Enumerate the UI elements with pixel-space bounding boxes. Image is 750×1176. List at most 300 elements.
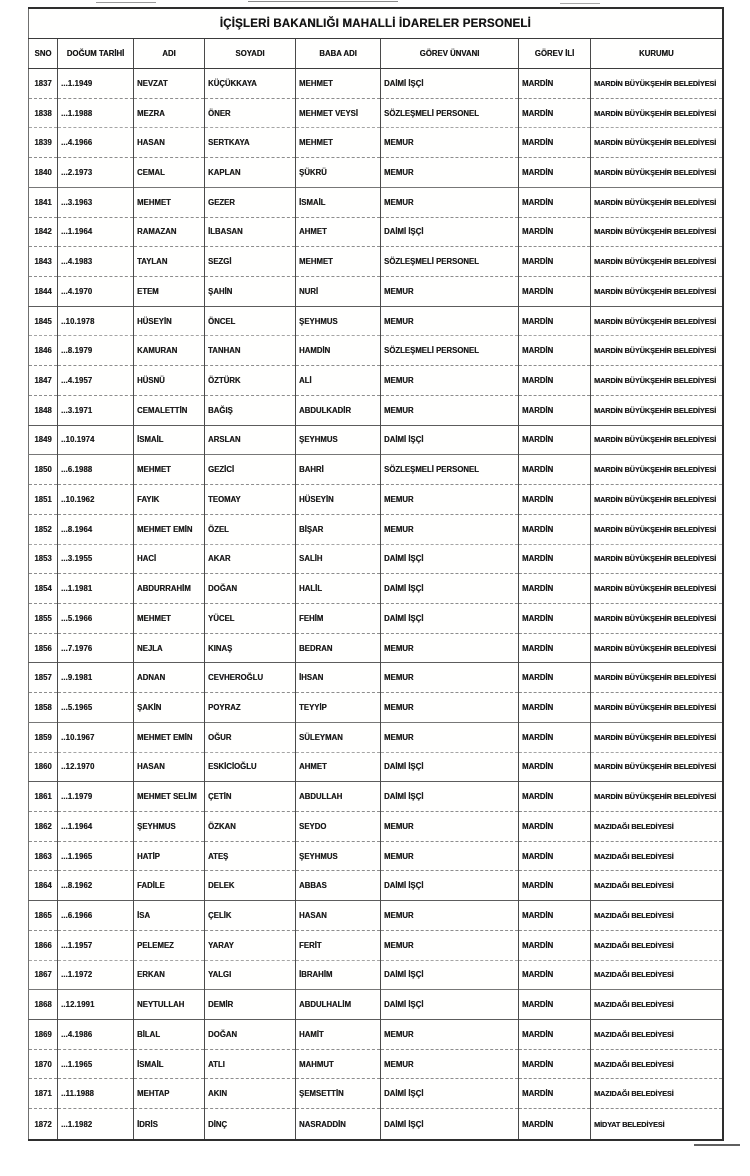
cell: KAPLAN <box>205 158 296 188</box>
scan-artifact <box>560 3 600 4</box>
cell: MEMUR <box>381 485 519 515</box>
cell: MARDİN <box>519 514 591 544</box>
cell: ...4.1957 <box>58 366 134 396</box>
cell: FEHİM <box>296 603 381 633</box>
cell: 1859 <box>34 732 52 742</box>
cell: MARDİN <box>519 277 591 307</box>
cell: MARDİN BÜYÜKŞEHİR BELEDİYESİ <box>591 722 723 752</box>
cell: HÜSEYİN <box>134 306 205 336</box>
cell: MARDİN <box>519 1020 591 1050</box>
cell: ...4.1983 <box>58 247 134 277</box>
cell: MARDİN <box>519 544 591 574</box>
cell: 1843 <box>34 257 52 267</box>
cell: 1869 <box>34 1029 52 1039</box>
cell: ABDULKADİR <box>296 395 381 425</box>
table-row <box>29 633 723 663</box>
table-row <box>29 990 723 1020</box>
cell: 1856 <box>34 643 52 653</box>
table-row <box>29 693 723 723</box>
cell: ...4.1970 <box>58 277 134 307</box>
cell: SEYDO <box>296 811 381 841</box>
cell: MEHMET <box>134 603 205 633</box>
column-header: ADI <box>134 39 205 69</box>
table-row <box>29 930 723 960</box>
cell: ...1.1957 <box>58 930 134 960</box>
cell: 1846 <box>34 346 52 356</box>
cell: 1866 <box>34 940 52 950</box>
cell: MARDİN <box>519 69 591 99</box>
cell: MARDİN BÜYÜKŞEHİR BELEDİYESİ <box>591 425 723 455</box>
cell: 1852 <box>34 524 52 534</box>
column-header: SNO <box>29 39 58 69</box>
cell: CEMAL <box>134 158 205 188</box>
cell: MAZIDAĞI BELEDİYESİ <box>591 871 723 901</box>
table-row <box>29 901 723 931</box>
cell: 1848 <box>34 405 52 415</box>
scan-artifact <box>694 1144 740 1146</box>
cell: MARDİN BÜYÜKŞEHİR BELEDİYESİ <box>591 247 723 277</box>
cell: ÇETİN <box>205 782 296 812</box>
table-row <box>29 69 723 99</box>
table-row <box>29 158 723 188</box>
cell: MARDİN BÜYÜKŞEHİR BELEDİYESİ <box>591 603 723 633</box>
table-row <box>29 782 723 812</box>
table-row <box>29 841 723 871</box>
cell: DAİMİ İŞÇİ <box>381 425 519 455</box>
cell: MARDİN <box>519 1079 591 1109</box>
cell: MAZIDAĞI BELEDİYESİ <box>591 811 723 841</box>
cell: 1860 <box>34 762 52 772</box>
cell: MARDİN BÜYÜKŞEHİR BELEDİYESİ <box>591 782 723 812</box>
cell: ŞAHİN <box>205 277 296 307</box>
cell: BİLAL <box>134 1020 205 1050</box>
column-header: GÖREV İLİ <box>519 39 591 69</box>
cell: SALİH <box>296 544 381 574</box>
cell: ESKİCİOĞLU <box>205 752 296 782</box>
table-row <box>29 811 723 841</box>
cell: MARDİN <box>519 1049 591 1079</box>
cell: ...1.1964 <box>58 217 134 247</box>
cell: MEHMET <box>296 69 381 99</box>
cell: MEHMET <box>296 128 381 158</box>
cell: GEZİCİ <box>205 455 296 485</box>
cell: MAZIDAĞI BELEDİYESİ <box>591 930 723 960</box>
cell: MEHTAP <box>134 1079 205 1109</box>
cell: HACİ <box>134 544 205 574</box>
cell: MEMUR <box>381 811 519 841</box>
cell: FAYIK <box>134 485 205 515</box>
cell: MARDİN <box>519 752 591 782</box>
cell: DELEK <box>205 871 296 901</box>
cell: 1857 <box>34 673 52 683</box>
cell: TANHAN <box>205 336 296 366</box>
cell: CEVHEROĞLU <box>205 663 296 693</box>
table-row <box>29 98 723 128</box>
cell: HASAN <box>296 901 381 931</box>
cell: 1837 <box>34 78 52 88</box>
cell: DAİMİ İŞÇİ <box>381 217 519 247</box>
cell: NURİ <box>296 277 381 307</box>
cell: MARDİN <box>519 633 591 663</box>
column-header: DOĞUM TARİHİ <box>58 39 134 69</box>
column-header: BABA ADI <box>296 39 381 69</box>
cell: ..10.1974 <box>58 425 134 455</box>
table-row <box>29 217 723 247</box>
cell: MEMUR <box>381 901 519 931</box>
cell: MARDİN <box>519 1109 591 1140</box>
cell: 1862 <box>34 821 52 831</box>
cell: YALGI <box>205 960 296 990</box>
cell: ŞEYHMUS <box>296 425 381 455</box>
cell: MARDİN BÜYÜKŞEHİR BELEDİYESİ <box>591 455 723 485</box>
cell: 1839 <box>34 138 52 148</box>
table-row <box>29 871 723 901</box>
cell: HASAN <box>134 752 205 782</box>
cell: AKIN <box>205 1079 296 1109</box>
cell: MEMUR <box>381 366 519 396</box>
cell: ...8.1962 <box>58 871 134 901</box>
cell: NEVZAT <box>134 69 205 99</box>
cell: ..11.1988 <box>58 1079 134 1109</box>
cell: ...4.1966 <box>58 128 134 158</box>
cell: MEMUR <box>381 306 519 336</box>
cell: MARDİN <box>519 811 591 841</box>
cell: OĞUR <box>205 722 296 752</box>
cell: İSMAİL <box>134 1049 205 1079</box>
scan-artifact <box>96 2 156 3</box>
scan-artifact <box>248 1 398 2</box>
cell: MEMUR <box>381 128 519 158</box>
cell: MAZIDAĞI BELEDİYESİ <box>591 1020 723 1050</box>
cell: MEMUR <box>381 514 519 544</box>
cell: MEZRA <box>134 98 205 128</box>
cell: SÖZLEŞMELİ PERSONEL <box>381 455 519 485</box>
cell: DAİMİ İŞÇİ <box>381 603 519 633</box>
cell: 1871 <box>34 1089 52 1099</box>
cell: BEDRAN <box>296 633 381 663</box>
cell: ÖZEL <box>205 514 296 544</box>
cell: MEMUR <box>381 187 519 217</box>
cell: 1847 <box>34 376 52 386</box>
cell: DAİMİ İŞÇİ <box>381 544 519 574</box>
cell: MEMUR <box>381 930 519 960</box>
cell: MEHMET <box>134 455 205 485</box>
cell: BAĞIŞ <box>205 395 296 425</box>
cell: MARDİN <box>519 841 591 871</box>
cell: ADNAN <box>134 663 205 693</box>
cell: ATEŞ <box>205 841 296 871</box>
cell: MEHMET <box>134 187 205 217</box>
cell: HALİL <box>296 574 381 604</box>
cell: ...1.1949 <box>58 69 134 99</box>
cell: MARDİN BÜYÜKŞEHİR BELEDİYESİ <box>591 752 723 782</box>
cell: NASRADDİN <box>296 1109 381 1140</box>
cell: 1850 <box>34 465 52 475</box>
cell: SÖZLEŞMELİ PERSONEL <box>381 336 519 366</box>
cell: ...3.1963 <box>58 187 134 217</box>
table-row <box>29 1109 723 1140</box>
cell: 1867 <box>34 970 52 980</box>
cell: İSA <box>134 901 205 931</box>
cell: 1844 <box>34 286 52 296</box>
cell: DOĞAN <box>205 574 296 604</box>
cell: ...1.1979 <box>58 782 134 812</box>
cell: MEMUR <box>381 722 519 752</box>
cell: YÜCEL <box>205 603 296 633</box>
cell: NEJLA <box>134 633 205 663</box>
table-row <box>29 187 723 217</box>
table-row <box>29 960 723 990</box>
cell: DAİMİ İŞÇİ <box>381 1079 519 1109</box>
cell: ...4.1986 <box>58 1020 134 1050</box>
table-row <box>29 277 723 307</box>
cell: ..10.1962 <box>58 485 134 515</box>
cell: ...1.1965 <box>58 1049 134 1079</box>
cell: 1853 <box>34 554 52 564</box>
cell: MARDİN BÜYÜKŞEHİR BELEDİYESİ <box>591 574 723 604</box>
cell: MAZIDAĞI BELEDİYESİ <box>591 1079 723 1109</box>
table-row <box>29 1079 723 1109</box>
cell: 1870 <box>34 1059 52 1069</box>
cell: ŞÜKRÜ <box>296 158 381 188</box>
cell: İBRAHİM <box>296 960 381 990</box>
cell: MARDİN <box>519 158 591 188</box>
cell: MEHMET VEYSİ <box>296 98 381 128</box>
cell: AHMET <box>296 752 381 782</box>
cell: ..12.1970 <box>58 752 134 782</box>
cell: SÖZLEŞMELİ PERSONEL <box>381 98 519 128</box>
cell: KAMURAN <box>134 336 205 366</box>
table-row <box>29 722 723 752</box>
cell: DAİMİ İŞÇİ <box>381 871 519 901</box>
cell: ŞEMSETTİN <box>296 1079 381 1109</box>
cell: 1854 <box>34 584 52 594</box>
cell: TAYLAN <box>134 247 205 277</box>
cell: DOĞAN <box>205 1020 296 1050</box>
cell: ...5.1966 <box>58 603 134 633</box>
table-body <box>29 69 723 1141</box>
cell: DAİMİ İŞÇİ <box>381 782 519 812</box>
cell: MARDİN BÜYÜKŞEHİR BELEDİYESİ <box>591 663 723 693</box>
cell: 1849 <box>34 435 52 445</box>
cell: HATİP <box>134 841 205 871</box>
cell: DİNÇ <box>205 1109 296 1140</box>
cell: ...1.1965 <box>58 841 134 871</box>
cell: ...1.1972 <box>58 960 134 990</box>
cell: GEZER <box>205 187 296 217</box>
cell: DAİMİ İŞÇİ <box>381 752 519 782</box>
cell: İHSAN <box>296 663 381 693</box>
cell: DAİMİ İŞÇİ <box>381 574 519 604</box>
cell: İSMAİL <box>296 187 381 217</box>
column-header: SOYADI <box>205 39 296 69</box>
cell: MEMUR <box>381 633 519 663</box>
cell: İSMAİL <box>134 425 205 455</box>
cell: MARDİN <box>519 187 591 217</box>
cell: POYRAZ <box>205 693 296 723</box>
cell: ...1.1981 <box>58 574 134 604</box>
cell: ...2.1973 <box>58 158 134 188</box>
table-row <box>29 752 723 782</box>
cell: CEMALETTİN <box>134 395 205 425</box>
table-row <box>29 128 723 158</box>
cell: İLBASAN <box>205 217 296 247</box>
cell: SÖZLEŞMELİ PERSONEL <box>381 247 519 277</box>
cell: ..10.1967 <box>58 722 134 752</box>
table-row <box>29 544 723 574</box>
cell: DAİMİ İŞÇİ <box>381 1109 519 1140</box>
cell: AKAR <box>205 544 296 574</box>
cell: ÇELİK <box>205 901 296 931</box>
cell: MARDİN <box>519 871 591 901</box>
cell: MEHMET EMİN <box>134 514 205 544</box>
cell: MARDİN <box>519 901 591 931</box>
cell: MEHMET EMİN <box>134 722 205 752</box>
table-row <box>29 395 723 425</box>
table-header-row <box>29 39 723 69</box>
cell: MEMUR <box>381 1049 519 1079</box>
cell: MARDİN <box>519 960 591 990</box>
cell: ...7.1976 <box>58 633 134 663</box>
cell: HÜSNÜ <box>134 366 205 396</box>
table-row <box>29 574 723 604</box>
cell: MARDİN BÜYÜKŞEHİR BELEDİYESİ <box>591 128 723 158</box>
cell: MAZIDAĞI BELEDİYESİ <box>591 841 723 871</box>
page-title: İÇİŞLERİ BAKANLIĞI MAHALLİ İDARELER PERSONELİ <box>29 8 723 39</box>
cell: ...3.1971 <box>58 395 134 425</box>
cell: MARDİN <box>519 782 591 812</box>
cell: 1868 <box>34 1000 52 1010</box>
cell: ALİ <box>296 366 381 396</box>
table-row <box>29 336 723 366</box>
cell: ÖZKAN <box>205 811 296 841</box>
cell: MARDİN <box>519 336 591 366</box>
cell: 1855 <box>34 613 52 623</box>
cell: HAMİT <box>296 1020 381 1050</box>
table-row <box>29 514 723 544</box>
cell: MARDİN <box>519 247 591 277</box>
column-header: KURUMU <box>591 39 723 69</box>
cell: ...8.1964 <box>58 514 134 544</box>
cell: DAİMİ İŞÇİ <box>381 990 519 1020</box>
cell: MARDİN <box>519 930 591 960</box>
cell: 1838 <box>34 108 52 118</box>
cell: ...1.1988 <box>58 98 134 128</box>
cell: ...5.1965 <box>58 693 134 723</box>
cell: SERTKAYA <box>205 128 296 158</box>
cell: 1842 <box>34 227 52 237</box>
cell: MARDİN BÜYÜKŞEHİR BELEDİYESİ <box>591 366 723 396</box>
cell: ..10.1978 <box>58 306 134 336</box>
cell: ÖNCEL <box>205 306 296 336</box>
cell: ABBAS <box>296 871 381 901</box>
cell: ...3.1955 <box>58 544 134 574</box>
cell: ...1.1982 <box>58 1109 134 1140</box>
cell: ERKAN <box>134 960 205 990</box>
cell: MARDİN BÜYÜKŞEHİR BELEDİYESİ <box>591 98 723 128</box>
table-row <box>29 485 723 515</box>
cell: MARDİN BÜYÜKŞEHİR BELEDİYESİ <box>591 485 723 515</box>
cell: MARDİN <box>519 425 591 455</box>
cell: RAMAZAN <box>134 217 205 247</box>
cell: ...9.1981 <box>58 663 134 693</box>
cell: NEYTULLAH <box>134 990 205 1020</box>
cell: 1865 <box>34 910 52 920</box>
cell: MARDİN <box>519 395 591 425</box>
cell: MARDİN <box>519 693 591 723</box>
cell: MAZIDAĞI BELEDİYESİ <box>591 1049 723 1079</box>
table-row <box>29 306 723 336</box>
cell: İDRİS <box>134 1109 205 1140</box>
column-header: GÖREV ÜNVANI <box>381 39 519 69</box>
cell: ŞEYHMUS <box>296 306 381 336</box>
cell: MAZIDAĞI BELEDİYESİ <box>591 901 723 931</box>
cell: ETEM <box>134 277 205 307</box>
cell: MEMUR <box>381 158 519 188</box>
cell: 1861 <box>34 792 52 802</box>
cell: 1845 <box>34 316 52 326</box>
cell: YARAY <box>205 930 296 960</box>
cell: MARDİN <box>519 98 591 128</box>
cell: MARDİN <box>519 455 591 485</box>
cell: MARDİN BÜYÜKŞEHİR BELEDİYESİ <box>591 693 723 723</box>
personnel-table <box>28 7 724 1141</box>
cell: ÖZTÜRK <box>205 366 296 396</box>
title-row <box>29 8 723 39</box>
cell: TEOMAY <box>205 485 296 515</box>
cell: MARDİN BÜYÜKŞEHİR BELEDİYESİ <box>591 69 723 99</box>
cell: TEYYİP <box>296 693 381 723</box>
cell: KÜÇÜKKAYA <box>205 69 296 99</box>
cell: FERİT <box>296 930 381 960</box>
cell: MAZIDAĞI BELEDİYESİ <box>591 990 723 1020</box>
table-row <box>29 455 723 485</box>
cell: MARDİN BÜYÜKŞEHİR BELEDİYESİ <box>591 306 723 336</box>
cell: ...1.1964 <box>58 811 134 841</box>
cell: MARDİN BÜYÜKŞEHİR BELEDİYESİ <box>591 514 723 544</box>
cell: HAMDİN <box>296 336 381 366</box>
table-row <box>29 603 723 633</box>
cell: 1863 <box>34 851 52 861</box>
cell: ABDULHALİM <box>296 990 381 1020</box>
cell: ARSLAN <box>205 425 296 455</box>
cell: MARDİN <box>519 128 591 158</box>
cell: MARDİN <box>519 306 591 336</box>
table-row <box>29 663 723 693</box>
table-row <box>29 247 723 277</box>
cell: MİDYAT BELEDİYESİ <box>591 1109 723 1140</box>
cell: MARDİN BÜYÜKŞEHİR BELEDİYESİ <box>591 544 723 574</box>
cell: SÜLEYMAN <box>296 722 381 752</box>
cell: MARDİN <box>519 485 591 515</box>
cell: MARDİN <box>519 217 591 247</box>
cell: ..12.1991 <box>58 990 134 1020</box>
cell: 1851 <box>34 494 52 504</box>
cell: ...6.1988 <box>58 455 134 485</box>
cell: MARDİN <box>519 722 591 752</box>
cell: ÖNER <box>205 98 296 128</box>
cell: MARDİN BÜYÜKŞEHİR BELEDİYESİ <box>591 217 723 247</box>
cell: MARDİN BÜYÜKŞEHİR BELEDİYESİ <box>591 633 723 663</box>
table-row <box>29 1020 723 1050</box>
cell: MARDİN BÜYÜKŞEHİR BELEDİYESİ <box>591 158 723 188</box>
cell: MARDİN <box>519 574 591 604</box>
cell: ABDURRAHİM <box>134 574 205 604</box>
cell: ...8.1979 <box>58 336 134 366</box>
cell: MARDİN <box>519 663 591 693</box>
cell: FADİLE <box>134 871 205 901</box>
cell: 1841 <box>34 197 52 207</box>
